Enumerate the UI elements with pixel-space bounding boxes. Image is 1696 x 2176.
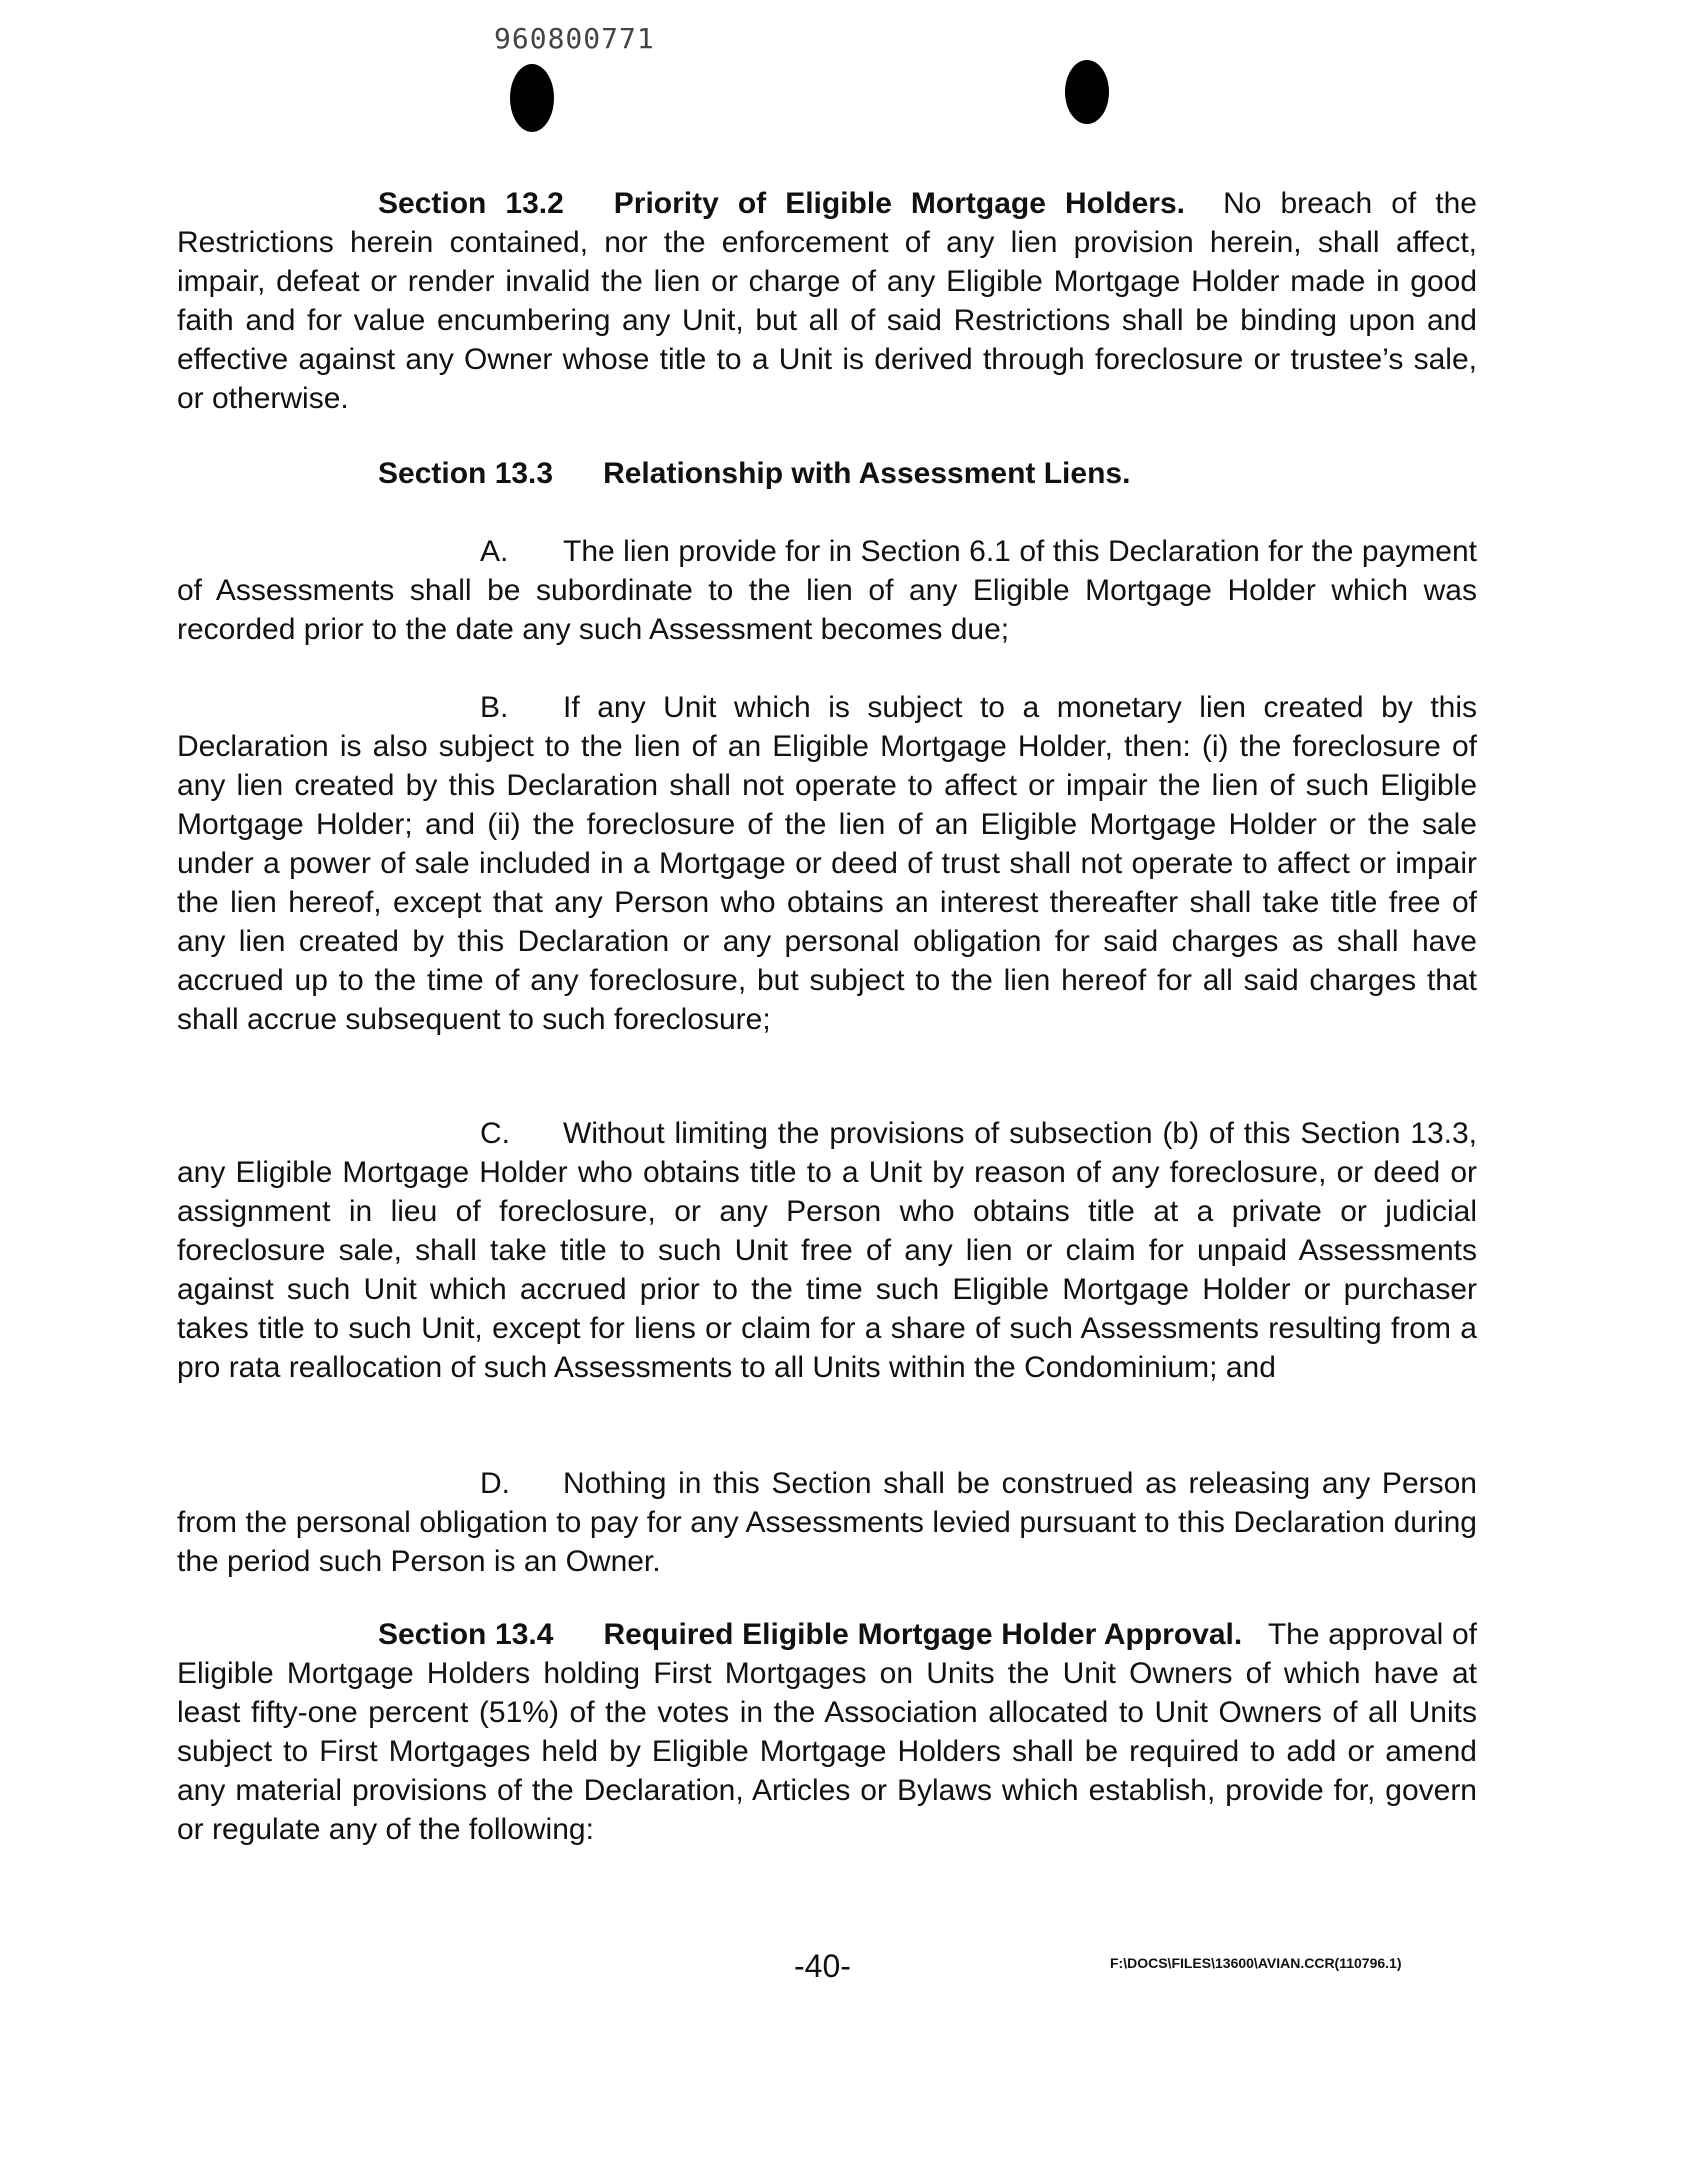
section-title: Priority of Eligible Mortgage Holders.: [613, 187, 1185, 220]
subsection-b: [177, 688, 1477, 1039]
file-path: F:\DOCS\FILES\13600\AVIAN.CCR(110796.1): [1110, 1955, 1402, 1971]
punch-hole-left: [510, 64, 554, 132]
section-number: Section 13.3: [378, 457, 554, 490]
subsection-d: [177, 1464, 1477, 1581]
subsection-label: D.: [480, 1467, 510, 1500]
subsection-label: A.: [480, 535, 509, 568]
section-title: Required Eligible Mortgage Holder Approval.: [603, 1618, 1243, 1651]
subsection-text: Nothing in this Section shall be construed as releasing any Person from the personal obligation to pay for any Assessments levied pursuant to this Declaration during the period such Person is an Owner.: [177, 1467, 1477, 1578]
subsection-label: C.: [480, 1117, 510, 1150]
section-body: No breach of the Restrictions herein contained, nor the enforcement of any lien provision herein, shall affect, impair, defeat or render invalid the lien or charge of any Eligible Mortgage Holder made in good faith and for value encumbering any Unit, but all of said Restrictions shall be binding upon and effective against any Owner whose title to a Unit is derived through foreclosure or trustee’s sale, or otherwise.: [177, 187, 1477, 415]
punch-hole-right: [1065, 60, 1109, 124]
section-title: Relationship with Assessment Liens.: [603, 457, 1131, 490]
subsection-text: Without limiting the provisions of subsection (b) of this Section 13.3, any Eligible Mortgage Holder who obtains title to a Unit by reason of any foreclosure, or deed or assignment in lieu of foreclosure, or any Person who obtains title at a private or judicial foreclosure sale, shall take title to such Unit free of any lien or claim for unpaid Assessments against such Unit which accrued prior to the time such Eligible Mortgage Holder or purchaser takes title to such Unit, except for liens or claim for a share of such Assessments resulting from a pro rata reallocation of such Assessments to all Units within the Condominium; and: [177, 1117, 1477, 1384]
subsection-label: B.: [480, 691, 509, 724]
section-body: The approval of Eligible Mortgage Holders holding First Mortgages on Units the Unit Owners of which have at least fifty-one percent (51%) of the votes in the Association allocated to Unit Owners of all Units subject to First Mortgages held by Eligible Mortgage Holders shall be required to add or amend any material provisions of the Declaration, Articles or Bylaws which establish, provide for, govern or regulate any of the following:: [177, 1618, 1478, 1846]
subsection-text: If any Unit which is subject to a monetary lien created by this Declaration is also subject to the lien of an Eligible Mortgage Holder, then: (i) the foreclosure of any lien created by this Declaration shall not operate to affect or impair the lien of such Eligible Mortgage Holder; and (ii) the foreclosure of the lien of an Eligible Mortgage Holder or the sale under a power of sale included in a Mortgage or deed of trust shall not operate to affect or impair the lien hereof, except that any Person who obtains an interest thereafter shall take title free of any lien created by this Declaration or any personal obligation for said charges as shall have accrued up to the time of any foreclosure, but subject to the lien hereof for all said charges that shall accrue subsequent to such foreclosure;: [177, 691, 1477, 1036]
section-13-2: [177, 184, 1477, 418]
section-number: Section 13.2: [378, 187, 564, 220]
section-13-4: [177, 1615, 1477, 1849]
subsection-a: [177, 532, 1477, 649]
page-number: -40-: [794, 1948, 851, 1984]
document-stamp-number: 960800771: [494, 22, 655, 55]
section-13-3-heading: [177, 454, 1477, 493]
subsection-c: [177, 1114, 1477, 1387]
section-number: Section 13.4: [378, 1618, 554, 1651]
subsection-text: The lien provide for in Section 6.1 of this Declaration for the payment of Assessments shall be subordinate to the lien of any Eligible Mortgage Holder which was recorded prior to the date any such Assessment becomes due;: [177, 535, 1477, 646]
